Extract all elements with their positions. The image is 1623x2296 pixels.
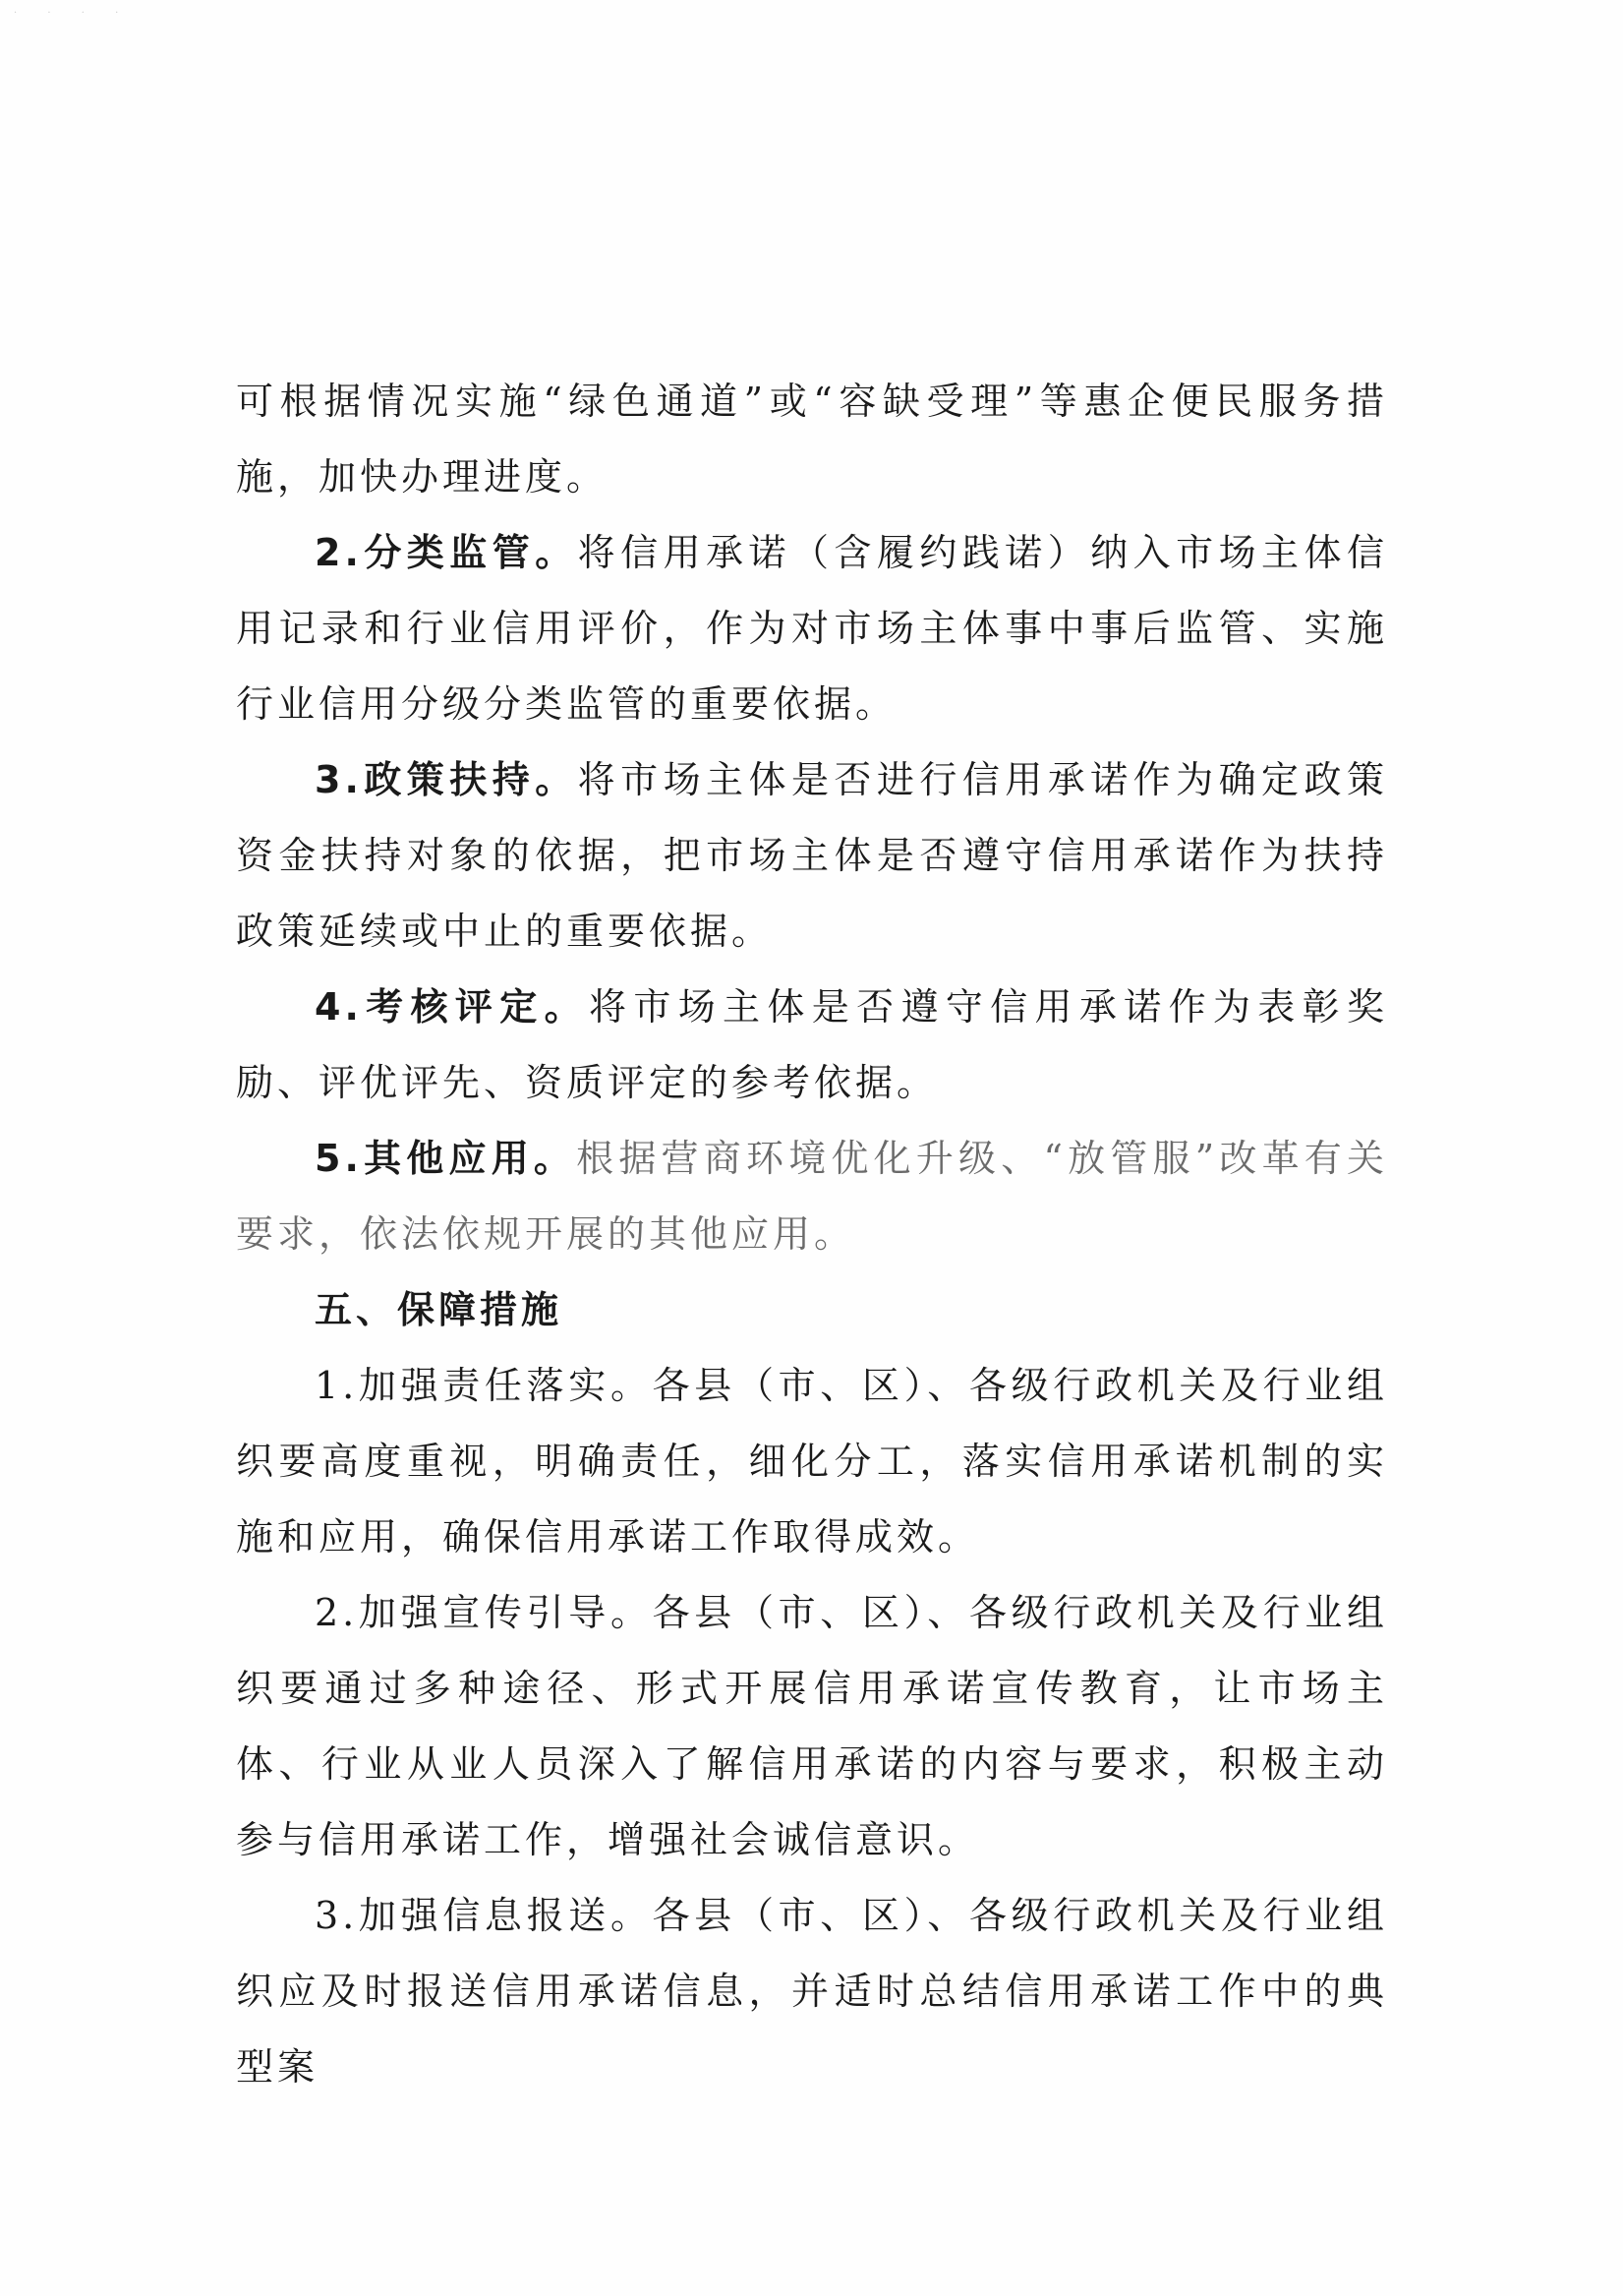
paragraph-text: 将市场主体是否进行信用承诺作为确定政策资金扶持对象的依据，把市场主体是否遵守信用承诺作为扶持政策延续或中止的重要依据。 xyxy=(236,758,1388,953)
paragraph-lead: 5.其他应用。 xyxy=(315,1137,577,1180)
paragraph-measure-publicity xyxy=(236,1575,1388,1878)
paragraph-continuation xyxy=(236,364,1388,515)
paragraph-policy-support xyxy=(236,742,1388,970)
document-body xyxy=(236,364,1388,2105)
paragraph-lead: 3.政策扶持。 xyxy=(315,758,578,801)
scan-marks: · · · · xyxy=(14,8,133,19)
paragraph-lead: 1.加强责任落实。 xyxy=(315,1364,653,1407)
paragraph-lead: 4.考核评定。 xyxy=(315,985,589,1029)
paragraph-lead: 3.加强信息报送。 xyxy=(315,1894,653,1937)
paragraph-text: 根据营商环境优化升级、“放管服”改革有关要求，依法依规开展的其他应用。 xyxy=(236,1137,1388,1256)
paragraph-lead: 2.加强宣传引导。 xyxy=(315,1591,653,1634)
paragraph-measure-responsibility xyxy=(236,1348,1388,1575)
paragraph-other-uses xyxy=(236,1121,1388,1272)
paragraph-text: 将信用承诺（含履约践诺）纳入市场主体信用记录和行业信用评价，作为对市场主体事中事后监管、实施行业信用分级分类监管的重要依据。 xyxy=(236,531,1388,726)
paragraph-text: 各县（市、区）、各级行政机关及行业组织应及时报送信用承诺信息，并适时总结信用承诺工作中的典型案 xyxy=(236,1894,1388,2089)
paragraph-lead: 2.分类监管。 xyxy=(315,531,578,574)
paragraph-measure-reporting xyxy=(236,1878,1388,2105)
paragraph-text: 各县（市、区）、各级行政机关及行业组织要通过多种途径、形式开展信用承诺宣传教育，让市场主体、行业从业人员深入了解信用承诺的内容与要求，积极主动参与信用承诺工作，增强社会诚信意识。 xyxy=(236,1591,1388,1861)
paragraph-text: 可根据情况实施“绿色通道”或“容缺受理”等惠企便民服务措施，加快办理进度。 xyxy=(236,380,1388,499)
section-heading: 五、保障措施 xyxy=(315,1288,563,1331)
paragraph-assessment xyxy=(236,970,1388,1121)
paragraph-text: 将市场主体是否遵守信用承诺作为表彰奖励、评优评先、资质评定的参考依据。 xyxy=(236,985,1388,1104)
paragraph-text: 各县（市、区）、各级行政机关及行业组织要高度重视，明确责任，细化分工，落实信用承诺机制的实施和应用，确保信用承诺工作取得成效。 xyxy=(236,1364,1388,1559)
paragraph-classified-supervision xyxy=(236,515,1388,742)
